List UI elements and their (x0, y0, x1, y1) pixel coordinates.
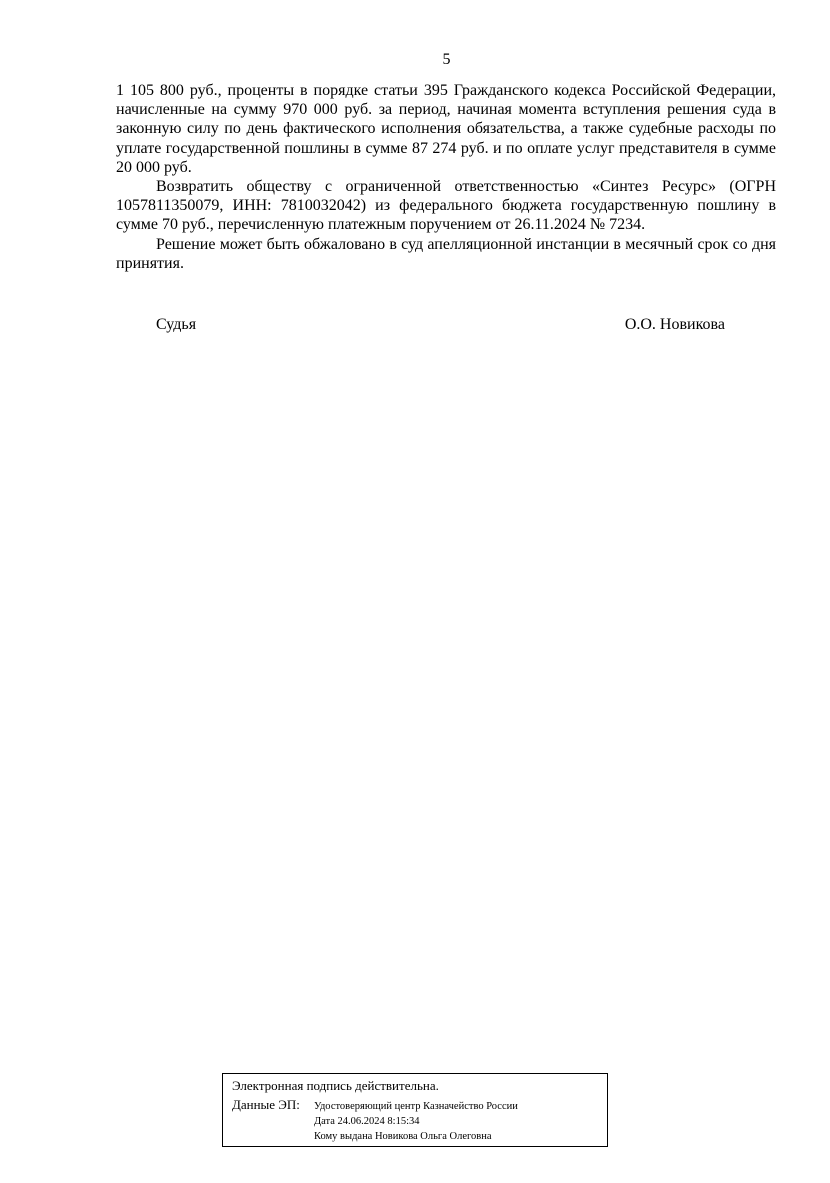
signature-data-label: Данные ЭП: (232, 1097, 300, 1112)
page-number: 5 (442, 51, 451, 68)
electronic-signature-stamp (222, 1073, 608, 1147)
decision-text (116, 81, 776, 273)
signature-issuer: Удостоверяющий центр Казначейство России (314, 1101, 518, 1112)
signature-valid-text: Электронная подпись действительна. (232, 1078, 439, 1093)
judge-title: Судья (156, 316, 197, 333)
judge-name: О.О. Новикова (624, 316, 725, 333)
signature-date: Дата 24.06.2024 8:15:34 (314, 1116, 420, 1127)
decision-paragraph-amounts: 1 105 800 руб., проценты в порядке статьи 395 Гражданского кодекса Российской Федерации, начисленные на сумму 970 000 руб. за период, начиная момента вступления решения суда в законную силу по день фактического исполнения обязательства, а также судебные расходы по уплате государственной пошлины в сумме 87 274 руб. и по оплате услуг представителя в сумме 20 000 руб. (116, 82, 776, 176)
signature-issued-to: Кому выдана Новикова Ольга Олеговна (314, 1131, 492, 1142)
signature-details (314, 1099, 518, 1144)
decision-paragraph-refund: Возвратить обществу с ограниченной ответственностью «Синтез Ресурс» (ОГРН 1057811350079, ИНН: 7810032042) из федерального бюджета государственную пошлину в сумме 70 руб., перечисленную платежным поручением от 26.11.2024 № 7234. (116, 178, 776, 234)
decision-paragraph-appeal: Решение может быть обжаловано в суд апелляционной инстанции в месячный срок со дня принятия. (116, 235, 776, 272)
